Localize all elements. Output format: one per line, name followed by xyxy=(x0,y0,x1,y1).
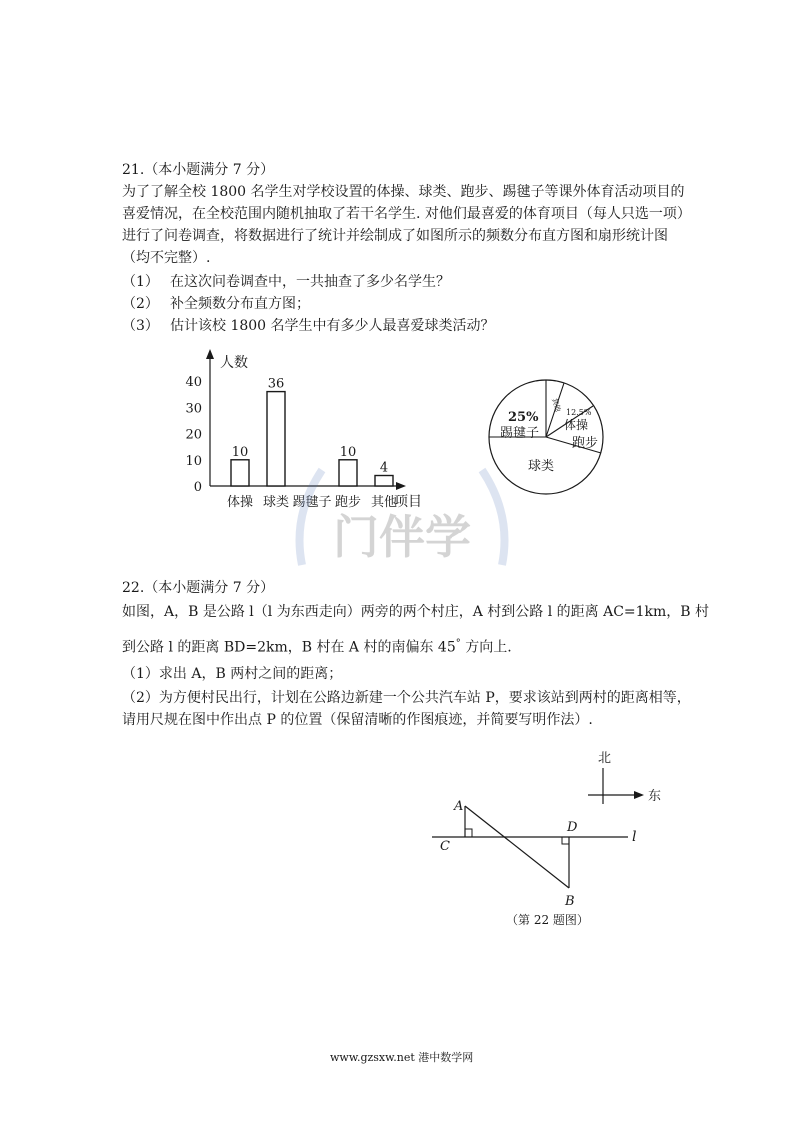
y-axis-label: 人数 xyxy=(220,355,248,371)
y-tick-label: 30 xyxy=(185,401,202,417)
watermark-logo xyxy=(282,445,522,595)
point-C-label: C xyxy=(440,839,450,854)
bar xyxy=(231,460,249,486)
x-tick-label: 体操 xyxy=(226,495,254,510)
x-tick-label: 球类 xyxy=(262,495,290,510)
point-B-label: B xyxy=(565,894,575,909)
right-angle-D xyxy=(562,837,569,844)
pie-label-other-percent: 12.5% xyxy=(566,408,592,417)
footer xyxy=(330,1048,473,1068)
x-tick-label: 其他 xyxy=(370,495,398,510)
q21-item-3: 估计该校 1800 名学生中有多少人最喜爱球类活动？ xyxy=(170,318,495,334)
x-tick-label: 跑步 xyxy=(334,495,362,510)
pie-label-other: 其他 xyxy=(550,397,563,413)
y-axis-arrow-icon xyxy=(206,349,214,359)
q22-line-1: 如图，A，B 是公路 l（l 为东西走向）两旁的两个村庄，A 村到公路 l 的距离 AC=1km，B 村 xyxy=(122,604,710,620)
x-tick-label: 踢毽子 xyxy=(292,495,332,510)
q22-item-2: （2）为方便村民出行，计划在公路边新建一个公共汽车站 P，要求该站到两村的距离相等， xyxy=(122,690,691,706)
data-label: 36 xyxy=(267,376,285,392)
q22-item-2-cont: 请用尺规在图中作出点 P 的位置（保留清晰的作图痕迹，并简要写明作法）. xyxy=(122,712,593,728)
figure-caption: （第 22 题图） xyxy=(506,913,589,927)
watermark-text: 门伴学 xyxy=(333,510,471,564)
compass-east-arrow-icon xyxy=(634,791,644,799)
footer-name: 港中数学网 xyxy=(418,1051,474,1064)
watermark-laurel-left xyxy=(300,470,323,565)
y-tick-label: 0 xyxy=(193,480,202,495)
q21-line-4: （均不完整）. xyxy=(122,250,211,266)
segment-AB xyxy=(465,806,569,888)
y-tick-label: 20 xyxy=(185,427,202,443)
q21-item-2-num: （2） xyxy=(122,296,159,312)
data-label: 10 xyxy=(339,444,357,460)
pie-label-kick-percent: 25% xyxy=(508,410,539,425)
footer-site: www.gzsxw.net xyxy=(330,1051,415,1064)
q21-item-3-num: （3） xyxy=(122,318,159,334)
compass-north-label: 北 xyxy=(598,751,612,766)
pie-label-kick: 踢毽子 xyxy=(500,426,540,441)
pie-label-ball: 球类 xyxy=(528,459,555,474)
y-tick-label: 40 xyxy=(185,375,202,391)
data-label: 10 xyxy=(231,444,249,460)
figure-22 xyxy=(420,740,680,940)
pie-label-run: 跑步 xyxy=(572,436,599,451)
road-l-label: l xyxy=(632,829,637,845)
point-A-label: A xyxy=(454,799,464,814)
q21-title: 21.（本小题满分 7 分） xyxy=(122,162,275,178)
compass-east-label: 东 xyxy=(648,789,662,804)
q21-line-1: 为了了解全校 1800 名学生对学校设置的体操、球类、跑步、踢毽子等课外体育活动项目的 xyxy=(122,184,685,200)
data-label: 4 xyxy=(379,460,389,476)
y-tick-label: 10 xyxy=(185,453,202,469)
q22-title: 22.（本小题满分 7 分） xyxy=(122,580,275,596)
q21-item-1-num: （1） xyxy=(122,274,159,290)
q21-item-2: 补全频数分布直方图； xyxy=(170,296,310,312)
x-axis-label: 项目 xyxy=(394,494,422,510)
q22-line-2: 到公路 l 的距离 BD=2km，B 村在 A 村的南偏东 45° 方向上. xyxy=(122,638,512,656)
q21-line-3: 进行了问卷调查，将数据进行了统计并绘制成了如图所示的频数分布直方图和扇形统计图 xyxy=(122,228,668,244)
point-D-label: D xyxy=(567,820,578,835)
watermark-laurel-right xyxy=(482,470,505,565)
pie-label-gym: 体操 xyxy=(564,418,589,432)
q21-item-1: 在这次问卷调查中，一共抽查了多少名学生？ xyxy=(170,274,450,290)
right-angle-C xyxy=(465,829,472,837)
q21-line-2: 喜爱情况，在全校范围内随机抽取了若干名学生. 对他们最喜爱的体育项目（每人只选一项） xyxy=(122,206,691,222)
q22-item-1: （1）求出 A，B 两村之间的距离； xyxy=(122,666,343,682)
